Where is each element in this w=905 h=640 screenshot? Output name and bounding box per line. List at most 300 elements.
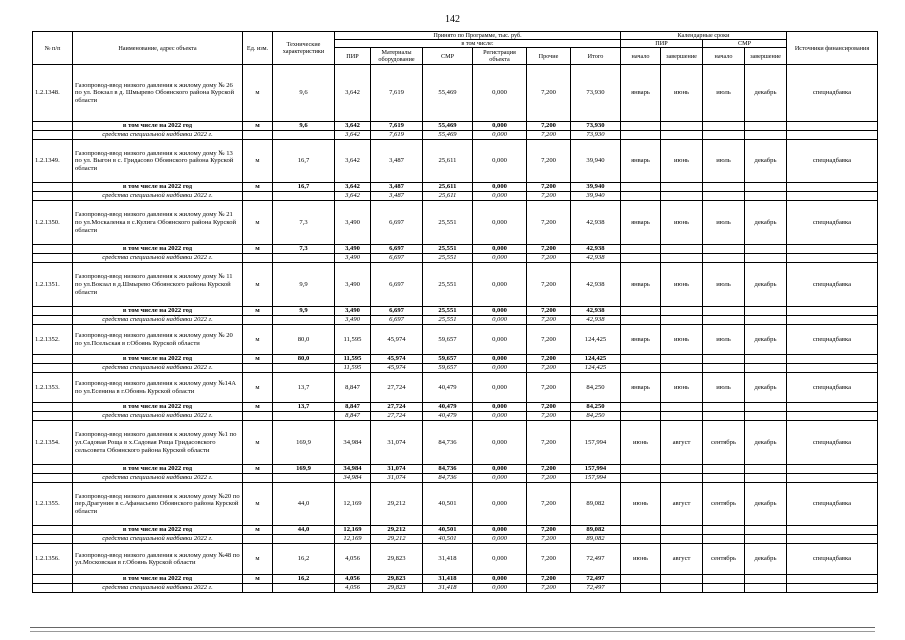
src-empty [787, 254, 878, 263]
table-row [33, 65, 878, 122]
src-empty [787, 131, 878, 140]
row-materials: 7,619 [371, 65, 423, 122]
src-label: средства специальной надбавки 2022 г. [73, 364, 243, 373]
row-pir: 3,642 [335, 65, 371, 122]
src-pir: 34,984 [335, 474, 371, 483]
sub-empty [33, 403, 73, 412]
table-row [33, 421, 878, 465]
src-empty [273, 474, 335, 483]
subtotal-row [33, 183, 878, 192]
src-materials: 3,487 [371, 192, 423, 201]
table-row [33, 373, 878, 403]
row-pir: 4,056 [335, 544, 371, 575]
src-registration: 0,000 [473, 474, 527, 483]
sub-empty [703, 183, 745, 192]
src-empty [661, 584, 703, 593]
sub-materials: 45,974 [371, 355, 423, 364]
header-pir: ПИР [335, 48, 371, 65]
src-total: 42,938 [571, 254, 621, 263]
row-total: 157,994 [571, 421, 621, 465]
sub-empty [787, 122, 878, 131]
source-row [33, 364, 878, 373]
sub-total: 73,930 [571, 122, 621, 131]
sub-empty [33, 465, 73, 474]
sub-empty [787, 355, 878, 364]
src-label: средства специальной надбавки 2022 г. [73, 316, 243, 325]
sub-other: 7,200 [527, 403, 571, 412]
row-total: 124,425 [571, 325, 621, 355]
header-unit: Ед. изм. [243, 32, 273, 65]
subtotal-row [33, 122, 878, 131]
src-empty [33, 412, 73, 421]
row-id: 1.2.1351. [33, 263, 73, 307]
row-pir: 8,847 [335, 373, 371, 403]
src-empty [243, 535, 273, 544]
sub-label: в том числе на 2022 год [73, 183, 243, 192]
row-materials: 3,487 [371, 140, 423, 183]
sub-registration: 0,000 [473, 355, 527, 364]
sub-unit: м [243, 122, 273, 131]
src-empty [745, 412, 787, 421]
sub-empty [33, 575, 73, 584]
header-start: начало [621, 48, 661, 65]
src-empty [243, 316, 273, 325]
sub-empty [33, 245, 73, 254]
src-registration: 0,000 [473, 412, 527, 421]
source-row [33, 412, 878, 421]
table-row [33, 544, 878, 575]
src-other: 7,200 [527, 535, 571, 544]
sub-label: в том числе на 2022 год [73, 245, 243, 254]
sub-empty [33, 355, 73, 364]
src-empty [787, 535, 878, 544]
row-unit: м [243, 201, 273, 245]
sub-empty [621, 355, 661, 364]
src-empty [243, 412, 273, 421]
row-other: 7,200 [527, 201, 571, 245]
src-other: 7,200 [527, 364, 571, 373]
source-row [33, 474, 878, 483]
row-pir-start: январь [621, 65, 661, 122]
row-total: 42,938 [571, 201, 621, 245]
sub-label: в том числе на 2022 год [73, 575, 243, 584]
sub-label: в том числе на 2022 год [73, 307, 243, 316]
src-empty [703, 584, 745, 593]
row-materials: 6,697 [371, 263, 423, 307]
table-row [33, 201, 878, 245]
row-smr: 40,501 [423, 483, 473, 526]
sub-empty [661, 183, 703, 192]
row-pir-start: июнь [621, 483, 661, 526]
src-registration: 0,000 [473, 254, 527, 263]
sub-smr: 25,611 [423, 183, 473, 192]
sub-smr: 84,736 [423, 465, 473, 474]
table-row [33, 483, 878, 526]
subtotal-row [33, 526, 878, 535]
sub-smr: 55,469 [423, 122, 473, 131]
src-empty [703, 131, 745, 140]
sub-total: 124,425 [571, 355, 621, 364]
sub-materials: 29,823 [371, 575, 423, 584]
row-smr: 25,611 [423, 140, 473, 183]
row-name: Газопровод-ввод низкого давления к жилому дому №1 по ул.Садовая Роща в х.Садовая Роща Гридасовского сельсовета Обоянского района Курской области [73, 421, 243, 465]
sub-registration: 0,000 [473, 575, 527, 584]
src-materials: 45,974 [371, 364, 423, 373]
row-smr-end: декабрь [745, 421, 787, 465]
row-funding: спецнадбавка [787, 201, 878, 245]
row-total: 89,082 [571, 483, 621, 526]
src-empty [745, 474, 787, 483]
src-smr: 25,611 [423, 192, 473, 201]
sub-total: 72,497 [571, 575, 621, 584]
row-pir-end: июнь [661, 325, 703, 355]
row-smr: 40,479 [423, 373, 473, 403]
src-smr: 59,657 [423, 364, 473, 373]
src-other: 7,200 [527, 474, 571, 483]
src-materials: 31,074 [371, 474, 423, 483]
src-label: средства специальной надбавки 2022 г. [73, 474, 243, 483]
src-pir: 3,642 [335, 192, 371, 201]
row-tech: 44,0 [273, 483, 335, 526]
src-empty [33, 584, 73, 593]
src-empty [745, 535, 787, 544]
src-empty [787, 364, 878, 373]
header-tech: Технические характеристики [273, 32, 335, 65]
sub-empty [745, 465, 787, 474]
row-smr: 25,551 [423, 263, 473, 307]
row-smr-end: декабрь [745, 544, 787, 575]
sub-pir: 3,490 [335, 307, 371, 316]
row-total: 84,250 [571, 373, 621, 403]
src-empty [243, 364, 273, 373]
src-empty [787, 474, 878, 483]
row-registration: 0,000 [473, 421, 527, 465]
src-materials: 29,212 [371, 535, 423, 544]
src-empty [33, 316, 73, 325]
src-registration: 0,000 [473, 316, 527, 325]
sub-tech: 80,0 [273, 355, 335, 364]
row-id: 1.2.1355. [33, 483, 73, 526]
row-tech: 169,9 [273, 421, 335, 465]
sub-total: 157,994 [571, 465, 621, 474]
sub-empty [703, 307, 745, 316]
row-id: 1.2.1348. [33, 65, 73, 122]
row-pir: 3,490 [335, 201, 371, 245]
row-registration: 0,000 [473, 201, 527, 245]
src-empty [273, 316, 335, 325]
sub-pir: 4,056 [335, 575, 371, 584]
row-smr-end: декабрь [745, 263, 787, 307]
row-name: Газопровод-ввод низкого давления к жилому дому №14А по ул.Есенина в г.Обоянь Курской области [73, 373, 243, 403]
sub-smr: 40,501 [423, 526, 473, 535]
src-registration: 0,000 [473, 131, 527, 140]
sub-empty [703, 465, 745, 474]
src-empty [273, 131, 335, 140]
src-empty [33, 535, 73, 544]
row-unit: м [243, 263, 273, 307]
sub-tech: 169,9 [273, 465, 335, 474]
sub-empty [745, 575, 787, 584]
sub-pir: 11,595 [335, 355, 371, 364]
sub-tech: 7,3 [273, 245, 335, 254]
row-name: Газопровод-ввод низкого давления к жилому дому № 26 по ул. Вокзал в д. Шмырево Обоянского района Курской области [73, 65, 243, 122]
table-row [33, 325, 878, 355]
sub-registration: 0,000 [473, 122, 527, 131]
src-empty [243, 254, 273, 263]
src-empty [703, 364, 745, 373]
sub-label: в том числе на 2022 год [73, 526, 243, 535]
sub-empty [787, 307, 878, 316]
header-cal-pir: ПИР [621, 40, 703, 48]
src-empty [787, 192, 878, 201]
sub-total: 89,082 [571, 526, 621, 535]
row-pir-end: июнь [661, 263, 703, 307]
bottom-rule-2 [30, 631, 875, 632]
sub-empty [703, 575, 745, 584]
src-empty [703, 535, 745, 544]
row-id: 1.2.1352. [33, 325, 73, 355]
src-empty [621, 535, 661, 544]
sub-empty [703, 122, 745, 131]
src-label: средства специальной надбавки 2022 г. [73, 254, 243, 263]
src-total: 72,497 [571, 584, 621, 593]
row-smr-start: июль [703, 140, 745, 183]
sub-empty [745, 183, 787, 192]
row-pir-start: январь [621, 263, 661, 307]
sub-unit: м [243, 183, 273, 192]
sub-empty [787, 575, 878, 584]
sub-empty [661, 403, 703, 412]
sub-pir: 3,642 [335, 183, 371, 192]
row-pir-start: январь [621, 373, 661, 403]
src-total: 42,938 [571, 316, 621, 325]
row-smr-end: декабрь [745, 325, 787, 355]
sub-empty [787, 183, 878, 192]
src-pir: 8,847 [335, 412, 371, 421]
src-pir: 12,169 [335, 535, 371, 544]
sub-pir: 8,847 [335, 403, 371, 412]
row-materials: 29,212 [371, 483, 423, 526]
src-empty [273, 535, 335, 544]
sub-empty [33, 183, 73, 192]
src-label: средства специальной надбавки 2022 г. [73, 131, 243, 140]
src-total: 124,425 [571, 364, 621, 373]
src-registration: 0,000 [473, 364, 527, 373]
src-other: 7,200 [527, 254, 571, 263]
sub-total: 39,940 [571, 183, 621, 192]
program-table [32, 31, 878, 593]
row-funding: спецнадбавка [787, 544, 878, 575]
src-empty [745, 316, 787, 325]
src-smr: 25,551 [423, 254, 473, 263]
sub-unit: м [243, 465, 273, 474]
row-registration: 0,000 [473, 140, 527, 183]
row-pir-start: январь [621, 325, 661, 355]
src-empty [243, 192, 273, 201]
src-pir: 4,056 [335, 584, 371, 593]
src-label: средства специальной надбавки 2022 г. [73, 192, 243, 201]
subtotal-row [33, 307, 878, 316]
header-start2: начало [703, 48, 745, 65]
sub-empty [661, 465, 703, 474]
sub-empty [621, 183, 661, 192]
row-funding: спецнадбавка [787, 373, 878, 403]
src-empty [621, 254, 661, 263]
sub-empty [661, 355, 703, 364]
src-empty [243, 131, 273, 140]
sub-other: 7,200 [527, 465, 571, 474]
src-smr: 25,551 [423, 316, 473, 325]
row-pir-start: июнь [621, 421, 661, 465]
sub-empty [787, 465, 878, 474]
sub-registration: 0,000 [473, 307, 527, 316]
sub-empty [703, 245, 745, 254]
src-label: средства специальной надбавки 2022 г. [73, 535, 243, 544]
sub-empty [661, 122, 703, 131]
sub-empty [703, 355, 745, 364]
sub-empty [33, 307, 73, 316]
sub-empty [661, 526, 703, 535]
row-registration: 0,000 [473, 65, 527, 122]
row-smr: 31,418 [423, 544, 473, 575]
row-id: 1.2.1353. [33, 373, 73, 403]
row-smr-end: декабрь [745, 65, 787, 122]
row-pir: 3,642 [335, 140, 371, 183]
row-id: 1.2.1354. [33, 421, 73, 465]
sub-empty [621, 245, 661, 254]
header-including: в том числе: [335, 40, 621, 48]
src-empty [273, 412, 335, 421]
header-other: Прочие [527, 48, 571, 65]
src-empty [661, 254, 703, 263]
src-empty [621, 584, 661, 593]
sub-empty [621, 526, 661, 535]
row-funding: спецнадбавка [787, 421, 878, 465]
row-materials: 29,823 [371, 544, 423, 575]
source-row [33, 131, 878, 140]
row-unit: м [243, 140, 273, 183]
sub-unit: м [243, 307, 273, 316]
sub-other: 7,200 [527, 183, 571, 192]
src-pir: 3,490 [335, 316, 371, 325]
src-empty [33, 254, 73, 263]
src-empty [621, 364, 661, 373]
src-empty [273, 364, 335, 373]
row-name: Газопровод-ввод низкого давления к жилому дому № 13 по ул. Выгон в с. Гридасово Обоянского района Курской области [73, 140, 243, 183]
row-unit: м [243, 483, 273, 526]
row-unit: м [243, 373, 273, 403]
subtotal-row [33, 245, 878, 254]
source-row [33, 192, 878, 201]
row-smr-start: июль [703, 373, 745, 403]
src-smr: 31,418 [423, 584, 473, 593]
src-label: средства специальной надбавки 2022 г. [73, 584, 243, 593]
row-pir-end: август [661, 544, 703, 575]
sub-empty [745, 122, 787, 131]
sub-label: в том числе на 2022 год [73, 465, 243, 474]
src-empty [703, 316, 745, 325]
sub-materials: 6,697 [371, 307, 423, 316]
sub-other: 7,200 [527, 245, 571, 254]
row-pir-end: август [661, 483, 703, 526]
src-other: 7,200 [527, 192, 571, 201]
src-smr: 40,501 [423, 535, 473, 544]
header-registration: Регистрация объекта [473, 48, 527, 65]
row-name: Газопровод-ввод низкого давления к жилому дому №48 по ул.Московская в г.Обоянь Курской области [73, 544, 243, 575]
row-smr-start: июль [703, 65, 745, 122]
row-total: 73,930 [571, 65, 621, 122]
subtotal-row [33, 465, 878, 474]
src-empty [703, 192, 745, 201]
sub-total: 42,938 [571, 307, 621, 316]
src-empty [33, 364, 73, 373]
source-row [33, 254, 878, 263]
sub-tech: 13,7 [273, 403, 335, 412]
row-name: Газопровод-ввод низкого давления к жилому дому №20 по пер.Драгунин в с.Афанасьево Обоянского района Курской области [73, 483, 243, 526]
src-empty [745, 131, 787, 140]
row-pir-start: июнь [621, 544, 661, 575]
page-number: 142 [445, 14, 460, 25]
row-smr-start: июль [703, 325, 745, 355]
sub-smr: 40,479 [423, 403, 473, 412]
row-funding: спецнадбавка [787, 140, 878, 183]
header-cal-smr: СМР [703, 40, 787, 48]
sub-empty [745, 403, 787, 412]
sub-tech: 16,2 [273, 575, 335, 584]
src-smr: 55,469 [423, 131, 473, 140]
sub-smr: 31,418 [423, 575, 473, 584]
row-funding: спецнадбавка [787, 263, 878, 307]
row-smr-start: сентябрь [703, 421, 745, 465]
row-tech: 16,2 [273, 544, 335, 575]
sub-tech: 9,6 [273, 122, 335, 131]
sub-materials: 7,619 [371, 122, 423, 131]
row-smr-start: сентябрь [703, 544, 745, 575]
subtotal-row [33, 355, 878, 364]
src-other: 7,200 [527, 131, 571, 140]
row-smr-end: декабрь [745, 373, 787, 403]
row-smr-start: июль [703, 201, 745, 245]
row-unit: м [243, 65, 273, 122]
sub-registration: 0,000 [473, 403, 527, 412]
row-registration: 0,000 [473, 483, 527, 526]
source-row [33, 535, 878, 544]
src-other: 7,200 [527, 316, 571, 325]
src-empty [745, 584, 787, 593]
row-other: 7,200 [527, 483, 571, 526]
row-pir-end: июнь [661, 373, 703, 403]
sub-empty [745, 526, 787, 535]
row-pir-end: июнь [661, 140, 703, 183]
src-materials: 29,823 [371, 584, 423, 593]
sub-empty [661, 307, 703, 316]
row-materials: 27,724 [371, 373, 423, 403]
src-empty [243, 584, 273, 593]
row-pir-end: июнь [661, 201, 703, 245]
header-materials: Материалы оборудование [371, 48, 423, 65]
sub-label: в том числе на 2022 год [73, 355, 243, 364]
sub-label: в том числе на 2022 год [73, 403, 243, 412]
row-unit: м [243, 544, 273, 575]
row-other: 7,200 [527, 140, 571, 183]
sub-empty [745, 355, 787, 364]
row-tech: 16,7 [273, 140, 335, 183]
header-calendar: Календарные сроки [621, 32, 787, 40]
src-empty [621, 474, 661, 483]
sub-pir: 3,490 [335, 245, 371, 254]
sub-tech: 16,7 [273, 183, 335, 192]
src-empty [33, 474, 73, 483]
